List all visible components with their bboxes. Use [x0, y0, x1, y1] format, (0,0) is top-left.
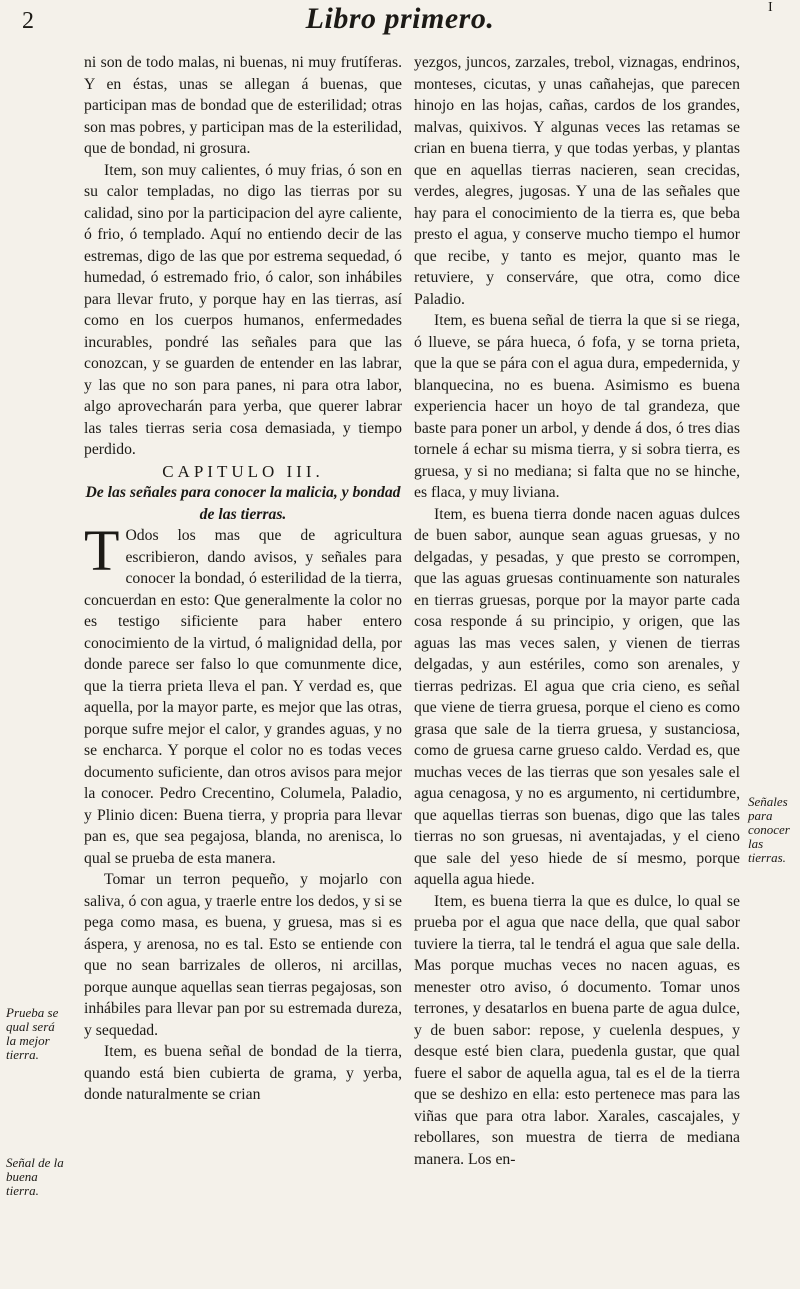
paragraph: Item, son muy calientes, ó muy frias, ó son en su calor templadas, no digo las tierras por su calidad, sino por la participacion del ayre caliente, ó frio, ó templado. Aquí no entiendo decir de las estremas, digo de las que por estrema sequedad, ó humedad, ó estremado frio, ó calor, son inhábiles para llevar fruto, y porque hay en las tierras, así como en los cuerpos humanos, enfermedades incurables, pondré las señales para que las conozcan, y se guarden de entender en las labrar, y las que no son para panes, ni para otra labor, algo aprovecharán para yerba, que querer labrar las tales tierras seria cosa demasiada, y tiempo perdido. — [84, 161, 402, 458]
paragraph: Item, es buena tierra donde nacen aguas dulces de buen sabor, aunque sean aguas gruesas, y no delgadas, y pesadas, y que presto se corrompen, que las aguas gruesas continuamente son naturales en tierras gruesas, porque por la mayor parte cada cosa responde á su principio, y origen, que las aguas las mas veces salen, y vienen de tierras delgadas, y aun estériles, como son arenales, y tierras pedrizas. El agua que cria cieno, es señal que viene de tierra gruesa, porque el cieno es como grasa que sale de la tierra gruesa, y sustanciosa, como de gruesa carne grueso caldo. Verdad es, que muchas veces de las tierras que son yesales sale el agua cenagosa, y no es argumento, ni certidumbre, que aquellas tierras son buenas, digo que las tales tierras no son gruesas, ni aventajadas, y el cieno que sale del yeso hiede de sí mesmo, porque aquella agua hiede. — [414, 505, 740, 888]
chapter-heading: CAPITULO III. — [162, 461, 324, 481]
right-column — [414, 52, 740, 1170]
drop-cap: T — [84, 518, 120, 583]
paragraph-text: Odos los mas que de agricultura escribieron, dando avisos, y señales para conocer la bondad, ó esterilidad de la tierra, concuerdan en esto: Que generalmente la color no es testigo sificiente para haber entero conocimiento de la virtud, ó malignidad della, por donde parece ser falso lo que comunmente dice, que la tierra prieta lleva el pan. Y verdad es, que aquella, por la mayor parte, es mejor que las otras, porque sufre mejor el calor, y grandes aguas, y no se encharca. Y porque el color no es todas veces documento suficiente, dan otros avisos para mejor la conocer. Pedro Crecentino, Columela, Paladio, y Plinio dicen: Buena tierra, y propria para llevar pan es, que sea pegajosa, blanda, no arenisca, lo qual se prueba de esta manera. — [84, 527, 402, 867]
paragraph — [84, 518, 402, 869]
left-column — [84, 52, 402, 1106]
paragraph: Item, es buena señal de tierra la que si se riega, ó llueve, se pára hueca, ó fofa, y se torna prieta, que la que se pára con el agua dura, empedernida, y blanquecina, no es buena. Asimismo es buena experiencia hacer un hoyo de tal grandeza, que baste para poner un arbol, y dende á dos, ó tres dias tornele á echar su misma tierra, y si sobra tierra, es gruesa, y si no mediana; si falta que no se hinche, es flaca, y muy liviana. — [414, 312, 740, 501]
chapter-subtitle: De las señales para conocer la malicia, y bondad de las tierras. — [85, 484, 401, 523]
margin-note-prueba: Prueba se qual será la mejor tierra. — [6, 1005, 59, 1062]
margin-note-senales: Señales para conocer las tierras. — [748, 794, 790, 865]
margin-note-senal: Señal de la buena tierra. — [6, 1155, 64, 1198]
paragraph: Item, es buena tierra la que es dulce, lo qual se prueba por el agua que nace della, que qual sabor tuviere la tierra, tal le tendrá el agua que sale della. Mas porque muchas veces no nacen aguas, es menester otro aviso, ó documento. Tomar unos terrones, y desatarlos en buena parte de agua dulce, y de buen sabor: repose, y cuelenla despues, y desque esté bien clara, puedenla gustar, que qual fuere el sabor de aquella agua, tal es el de la tierra que se deshizo en ella: esto pertenece mas para las viñas que para otra labor. Xarales, cascajales, y rebollares, son muestra de tierra de mediana manera. Los en- — [414, 892, 740, 1168]
paragraph: Tomar un terron pequeño, y mojarlo con saliva, ó con agua, y traerle entre los dedos, y si se pega como masa, es buena, y gruesa, mas si es áspera, y arenosa, no es tal. Esto se entiende con que no sean barrizales de olleros, ni arcillas, porque aunque aquellas sean tierras pegajosas, son inhábiles para llevar pan por su estremada dureza, y sequedad. — [84, 871, 402, 1039]
paragraph: yezgos, juncos, zarzales, trebol, viznagas, endrinos, monteses, cicutas, y unas cañahejas, que parecen hinojo en las hojas, cañas, cardos de los grandes, malvas, quixivos. Y algunas veces las retamas se crian en buena tierra, y que todas yerbas, y plantas que en aquellas tierras nacieren, sean crecidas, verdes, alegres, jugosas. Y una de las señales que hay para el conocimiento de la tierra es, que beba presto el agua, y conserve mucho tiempo el humor que recibe, y tanto es mejor, quanto mas le retuviere, y conserváre, que otra, como dice Paladio. — [414, 54, 740, 308]
corner-mark: I — [768, 0, 773, 15]
page-number: 2 — [22, 8, 34, 34]
running-head: Libro primero. — [305, 2, 495, 35]
paragraph: ni son de todo malas, ni buenas, ni muy frutíferas. Y en éstas, unas se allegan á buenas, que participan mas de bondad que de esterilidad; otras son mas pobres, y participan mas de la esterilidad, que de bondad, ni grosura. — [84, 54, 402, 157]
paragraph: Item, es buena señal de bondad de la tierra, quando está bien cubierta de grama, y yerba, donde naturalmente se crian — [84, 1043, 402, 1103]
